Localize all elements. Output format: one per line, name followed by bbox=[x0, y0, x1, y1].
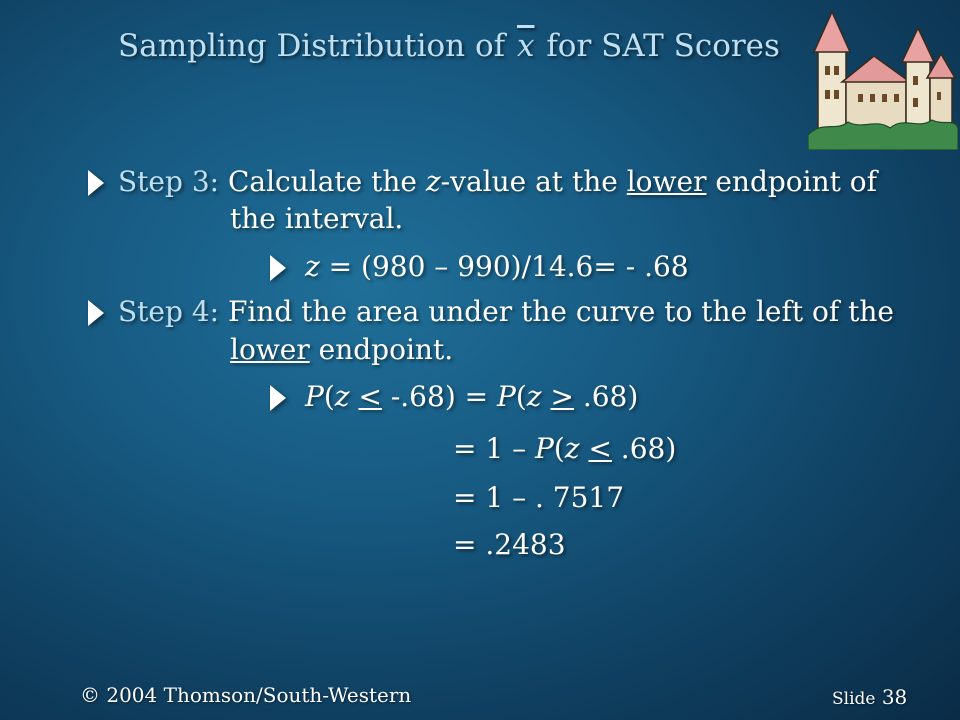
footer-copyright: © 2004 Thomson/South-Western bbox=[80, 683, 412, 707]
step4-label: Step 4: bbox=[118, 295, 220, 328]
calc-row1-z2: z bbox=[526, 380, 542, 413]
castle-illustration bbox=[808, 10, 958, 150]
calc-row-3: = 1 – . 7517 bbox=[453, 481, 625, 514]
step4-underlined-lower: lower bbox=[230, 333, 310, 366]
calc-row1-open1: ( bbox=[323, 380, 335, 413]
calc-row1-ge: > bbox=[550, 380, 574, 413]
step3-text-b: -value at the bbox=[440, 165, 618, 198]
step3-z-expression: = (980 – 990)/14.6= - .68 bbox=[328, 250, 689, 283]
calc-row1-open2: ( bbox=[515, 380, 527, 413]
title-text-after: for SAT Scores bbox=[546, 28, 780, 64]
calc-row1-v2: .68) bbox=[573, 380, 639, 413]
step3-line1 bbox=[118, 165, 877, 198]
calc-row1-v1: -.68) = bbox=[381, 380, 497, 413]
calc-row1-P2: P bbox=[497, 380, 516, 413]
title-text-before: Sampling Distribution of bbox=[118, 28, 506, 64]
calc-row-1 bbox=[305, 380, 638, 413]
calc-row1-P1: P bbox=[305, 380, 324, 413]
footer-slide-value: 38 bbox=[881, 685, 908, 709]
step4-sub-bullet-icon bbox=[270, 385, 286, 411]
step3-var-z: z bbox=[425, 165, 441, 198]
step3-label: Step 3: bbox=[118, 165, 220, 198]
step4-line2-rest: endpoint. bbox=[318, 333, 454, 366]
step3-line2: the interval. bbox=[230, 202, 404, 235]
slide-title bbox=[118, 28, 780, 64]
calc-row2-a: = 1 – bbox=[453, 432, 535, 465]
footer-slide-number bbox=[832, 685, 907, 709]
calc-row1-z1: z bbox=[334, 380, 350, 413]
step3-sub-bullet-icon bbox=[270, 255, 286, 281]
step3-text-a: Calculate the bbox=[227, 165, 417, 198]
calc-row-4: = .2483 bbox=[453, 528, 566, 561]
calc-row1-le: < bbox=[358, 380, 382, 413]
step3-z-calc bbox=[305, 250, 689, 283]
step4-bullet-icon bbox=[88, 300, 104, 326]
step4-line2 bbox=[230, 333, 453, 366]
calc-row2-open: ( bbox=[553, 432, 565, 465]
step4-line1 bbox=[118, 295, 894, 328]
footer-slide-label: Slide bbox=[832, 689, 876, 709]
step3-text-c: endpoint of bbox=[715, 165, 878, 198]
step3-bullet-icon bbox=[88, 170, 104, 196]
step4-text: Find the area under the curve to the left of the bbox=[227, 295, 894, 328]
calc-row2-P: P bbox=[534, 432, 554, 465]
calc-row2-le: < bbox=[588, 432, 612, 465]
step3-z-var: z bbox=[305, 250, 320, 283]
calc-row-2 bbox=[453, 432, 676, 465]
step3-underlined-lower: lower bbox=[626, 165, 707, 198]
calc-row2-z: z bbox=[564, 432, 580, 465]
title-xbar-symbol: $\overline{x}$ bbox=[516, 28, 535, 64]
calc-row2-b: .68) bbox=[611, 432, 677, 465]
